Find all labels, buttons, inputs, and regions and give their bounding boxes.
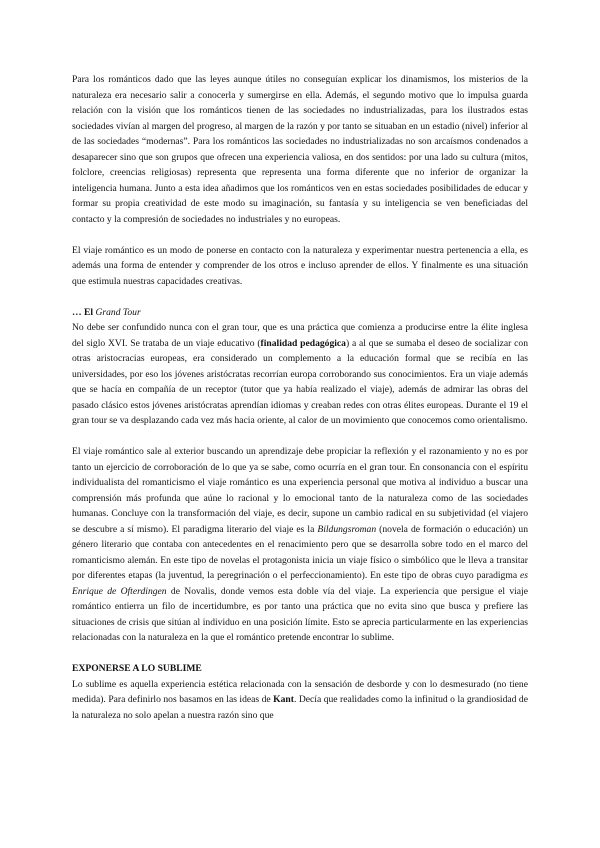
sublime-bold-kant: Kant [273,694,294,705]
paragraph-romantic-journey-exterior [72,444,528,646]
exterior-italic-ofterdingen: es Enrique de Ofterdingen [72,570,528,597]
sublime-text-a: Lo sublime es aquella experiencia estética relacionada con la sensación de desborde y con lo desmesurado (no tiene medida). Para definirlo nos basamos en las ideas de [72,678,528,705]
exterior-text-a: El viaje romántico sale al exterior buscando un aprendizaje debe propiciar la reflexión y el razonamiento y no es por tanto un ejercicio de corroboración de lo que ya se sabe, como ocurría en el gran tour. En consonancia con el espíritu individualista del romanticismo el viaje romántico es una experiencia personal que motiva al individuo a buscar una comprensión más profunda que aúne lo racional y lo emocional tanto de la naturaleza como de las sociedades humanas. Concluye con la transformación del viaje, es decir, supone un cambio radical en su subjetividad (el viajero se descubre a sí mismo). El paradigma literario del viaje es la [72,446,528,535]
grand-tour-text-b: ) a al que se sumaba el deseo de socializar con otras aristocracias europeas, era considerado un complemento a la educación formal que se recibía en las universidades, por eso los jóvenes aristócratas recorrían europa corroborando sus conocimientos. Era un viaje además que se hacía en compañía de un receptor (tutor que ya había realizado el viaje), además de admirar las obras del pasado clásico estos jóvenes aristócratas aprendían idiomas y creaban redes con otras élites europeas. Durante el 19 el gran tour se va desplazando cada vez más hacia oriente, al calor de un movimiento que conocemos como orientalismo. [72,337,528,426]
heading-sublime: EXPONERSE A LO SUBLIME [72,663,202,674]
grand-tour-bold: finalidad pedagógica [260,337,346,349]
paragraph-romantics-motives: Para los románticos dado que las leyes aunque útiles no conseguían explicar los dinamismos, los misterios de la naturaleza era necesario salir a conocerla y sumergirse en ella. Además, el segundo motivo que lo impulsa guarda relación con la visión que los románticos tienen de las sociedades no industrializadas, para los ilustrados estas sociedades vivían al margen del progreso, al margen de la razón y por tanto se situaban en un estadio (nivel) inferior al de las sociedades “modernas”. Para los románticos las sociedades no industrializadas no son arcaísmos condenados a desaparecer sino que son grupos que ofrecen una experiencia valiosa, en dos sentidos: por una lado su cultura (mitos, folclore, creencias religiosas) representa que representa una forma diferente que no inferior de organizar la inteligencia humana. Junto a esta idea añadimos que los románticos ven en estas sociedades posibilidades de educar y formar su propia creatividad de este modo su imaginación, su fantasía y su inteligencia se ven beneficiadas del contacto y la compresión de sociedades no industriales y no europeas. [72,74,528,225]
heading-grand-tour [72,305,528,321]
paragraph-romantic-journey: El viaje romántico es un modo de ponerse en contacto con la naturaleza y experimentar nuestra pertenencia a ella, es además una forma de entender y comprender de los otros e incluso aprender de ellos. Y finalmente es una situación que estimula nuestras capacidades creativas. [72,244,528,287]
paragraph-sublime [72,677,528,724]
grand-tour-text-a: No debe ser confundido nunca con el gran tour, que es una práctica que comienza a producirse entre la élite inglesa del siglo XVI. Se trataba de un viaje educativo ( [72,322,528,349]
exterior-italic-bildungsroman: Bildungsroman [317,523,377,535]
heading-grand-tour-prefix: … El [72,306,96,318]
exterior-text-b: (novela de formación o educación) un género literario que contaba con antecedentes en el renacimiento pero que se desarrolla sobre todo en el marco del romanticismo alemán. En este tipo de novelas el protagonista inicia un viaje físico o simbólico que le lleva a transitar por diferentes etapas (la juventud, la peregrinación o el perfeccionamiento). En este tipo de obras cuyo paradigma [72,523,528,581]
heading-grand-tour-italic: Grand Tour [95,306,141,318]
paragraph-grand-tour [72,320,528,429]
document-page [72,72,528,739]
sublime-text-b: . Decía que realidades como la infinitud o la grandiosidad de la naturaleza no solo apelan a nuestra razón sino que [72,694,528,721]
exterior-text-c: de Novalis, donde vemos esta doble vía del viaje. La experiencia que persigue el viaje romántico entierra un filo de incertidumbre, es por tanto una práctica que no evita sino que busca y prefiere las situaciones de crisis que sitúan al individuo en una posición límite. Esto se aprecia particularmente en las experiencias relacionadas con la naturaleza en la que el romántico pretende encontrar lo sublime. [72,585,528,643]
